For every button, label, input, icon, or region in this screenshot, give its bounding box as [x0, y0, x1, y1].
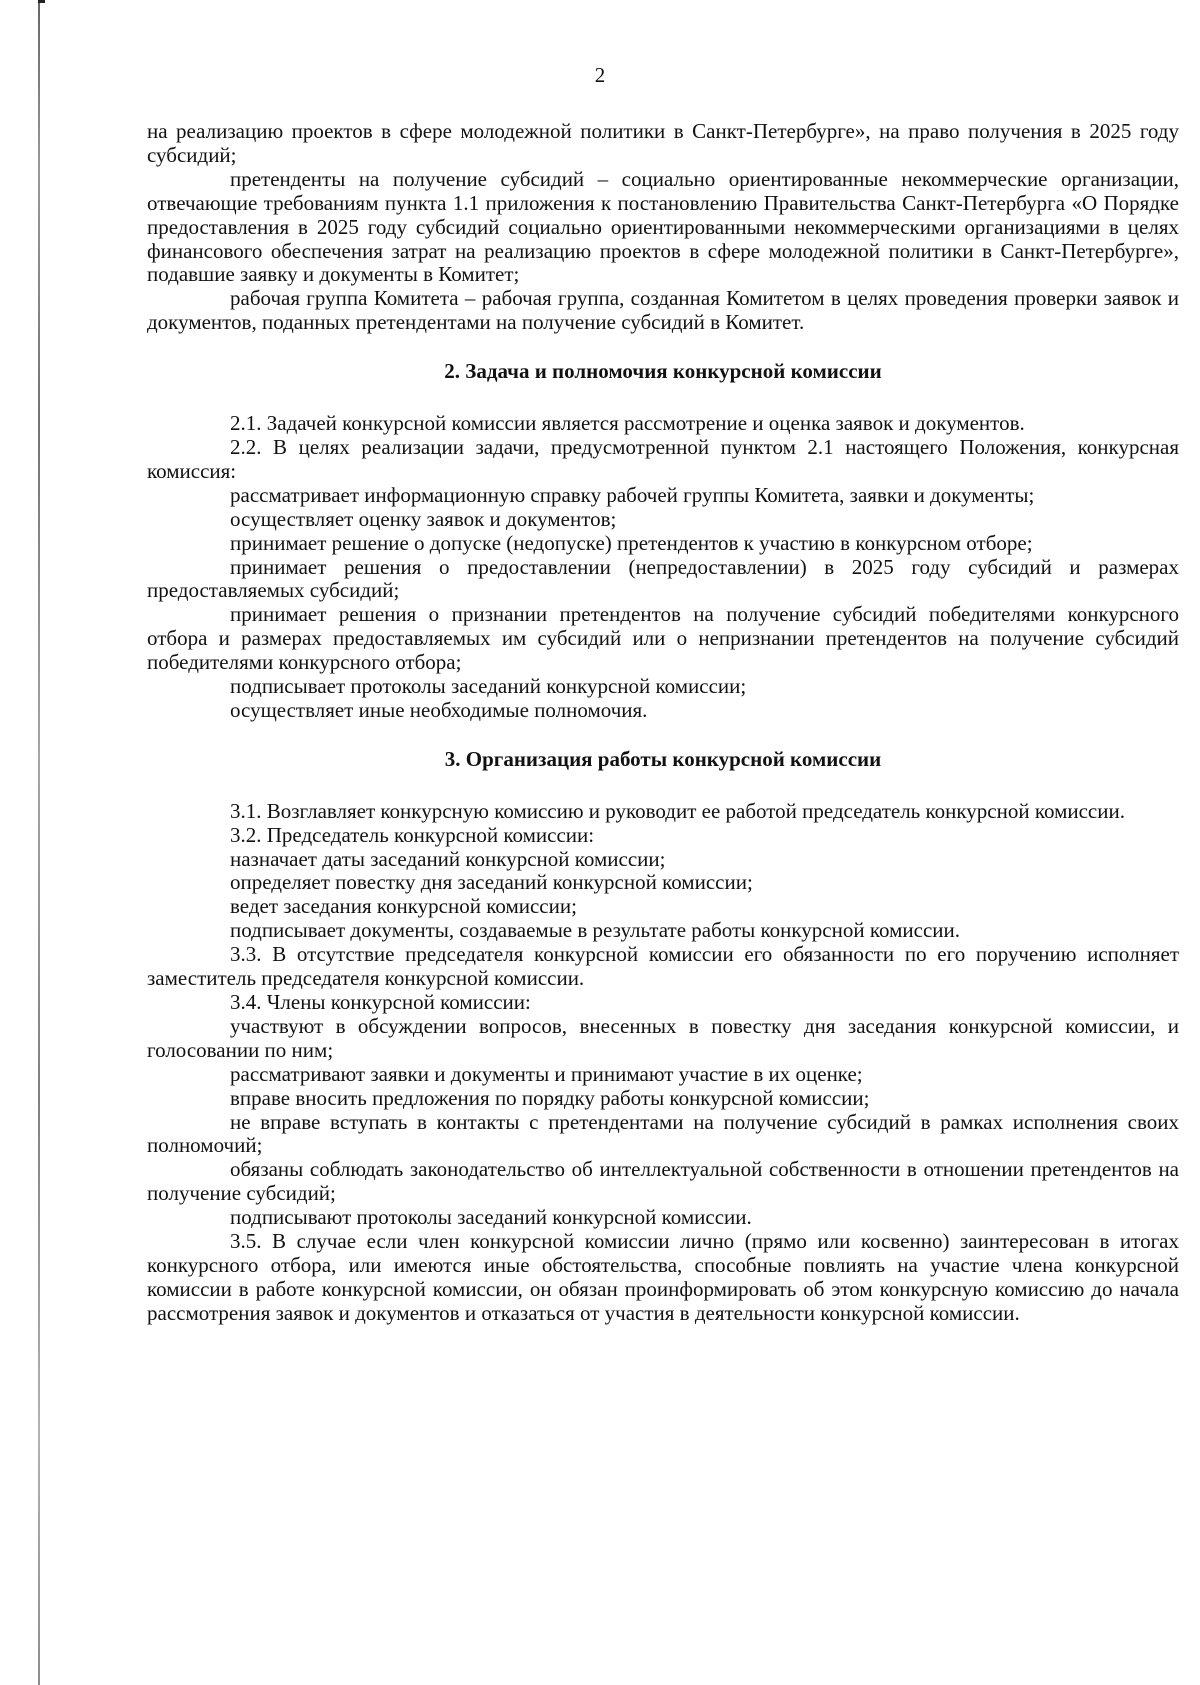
- member-duty-item: подписывают протоколы заседаний конкурсной комиссии.: [230, 1205, 752, 1230]
- spacer: [147, 335, 1179, 360]
- member-duty-item: обязаны соблюдать законодательство об интеллектуальной собственности в отношении претендентов на получение субсидий;: [147, 1157, 1179, 1206]
- chair-duty-item: определяет повестку дня заседаний конкурсной комиссии;: [230, 870, 753, 895]
- document-body: [147, 120, 1179, 1326]
- clause-2-2: 2.2. В целях реализации задачи, предусмотренной пунктом 2.1 настоящего Положения, конкурсная комиссия:: [147, 434, 1179, 483]
- chair-duty-item: ведет заседания конкурсной комиссии;: [230, 894, 577, 919]
- clause-3-5: 3.5. В случае если член конкурсной комиссии лично (прямо или косвенно) заинтересован в итогах конкурсного отбора, или имеются иные обстоятельства, способные повлиять на участие члена конкурсной комиссии в работе конкурсной комиссии, он обязан проинформировать об этом конкурсную комиссию до начала рассмотрения заявок и документов и отказаться от участия в деятельности конкурсной комиссии.: [147, 1229, 1179, 1325]
- chair-duty-item: назначает даты заседаний конкурсной комиссии;: [230, 846, 666, 871]
- scan-edge-mark: [38, 0, 45, 3]
- definition-working-group: рабочая группа Комитета – рабочая группа, созданная Комитетом в целях проведения проверки заявок и документов, поданных претендентами на получение субсидий в Комитет.: [147, 286, 1179, 335]
- spacer: [147, 772, 1179, 800]
- commission-duty-item: осуществляет оценку заявок и документов;: [230, 506, 617, 531]
- section-3-title: 3. Организация работы конкурсной комиссии: [444, 746, 882, 771]
- clause-3-2: 3.2. Председатель конкурсной комиссии:: [230, 822, 595, 847]
- definition-applicants: претенденты на получение субсидий – социально ориентированные некоммерческие организации, отвечающие требованиям пункта 1.1 приложения к постановлению Правительства Санкт-Петербурга «О Порядке предоставления в 2025 году субсидий социально ориентированными некоммерческими организациями в целях финансового обеспечения затрат на реализацию проектов в сфере молодежной политики в Санкт-Петербурге», подавшие заявку и документы в Комитет;: [147, 166, 1179, 287]
- page-number: 2: [594, 63, 606, 87]
- spacer: [147, 723, 1179, 748]
- member-duty-item: рассматривают заявки и документы и принимают участие в их оценке;: [230, 1061, 863, 1086]
- commission-duty-item: подписывает протоколы заседаний конкурсной комиссии;: [230, 674, 747, 699]
- commission-duty-item: принимает решения о предоставлении (непредоставлении) в 2025 году субсидий и размерах предоставляемых субсидий;: [147, 554, 1179, 603]
- clause-3-4: 3.4. Члены конкурсной комиссии:: [230, 990, 531, 1014]
- spacer: [147, 384, 1179, 412]
- commission-duty-item: принимает решение о допуске (недопуске) претендентов к участию в конкурсном отборе;: [230, 530, 1033, 555]
- commission-duty-item: осуществляет иные необходимые полномочия.: [230, 697, 648, 722]
- section-2-title: 2. Задача и полномочия конкурсной комиссии: [444, 359, 882, 384]
- member-duty-item: вправе вносить предложения по порядку работы конкурсной комиссии;: [230, 1085, 870, 1110]
- commission-duty-item: принимает решения о признании претендентов на получение субсидий победителями конкурсного отбора и размерах предоставляемых им субсидий или о непризнании претендентов на получение субсидий победителями конкурсного отбора;: [147, 602, 1179, 675]
- clause-2-1: 2.1. Задачей конкурсной комиссии является рассмотрение и оценка заявок и документов.: [230, 411, 1025, 436]
- chair-duty-item: подписывает документы, создаваемые в результате работы конкурсной комиссии.: [230, 918, 960, 943]
- scan-edge-line: [38, 0, 40, 1685]
- commission-duty-item: рассматривает информационную справку рабочей группы Комитета, заявки и документы;: [230, 482, 1035, 507]
- clause-3-1: 3.1. Возглавляет конкурсную комиссию и руководит ее работой председатель конкурсной комиссии.: [230, 798, 1125, 823]
- clause-3-3: 3.3. В отсутствие председателя конкурсной комиссии его обязанности по его поручению исполняет заместитель председателя конкурсной комиссии.: [147, 942, 1179, 991]
- member-duty-item: участвуют в обсуждении вопросов, внесенных в повестку дня заседания конкурсной комиссии, и голосовании по ним;: [147, 1013, 1179, 1062]
- intro-continuation: на реализацию проектов в сфере молодежной политики в Санкт-Петербурге», на право получения в 2025 году субсидий;: [147, 119, 1179, 167]
- member-duty-item: не вправе вступать в контакты с претендентами на получение субсидий в рамках исполнения своих полномочий;: [147, 1109, 1179, 1158]
